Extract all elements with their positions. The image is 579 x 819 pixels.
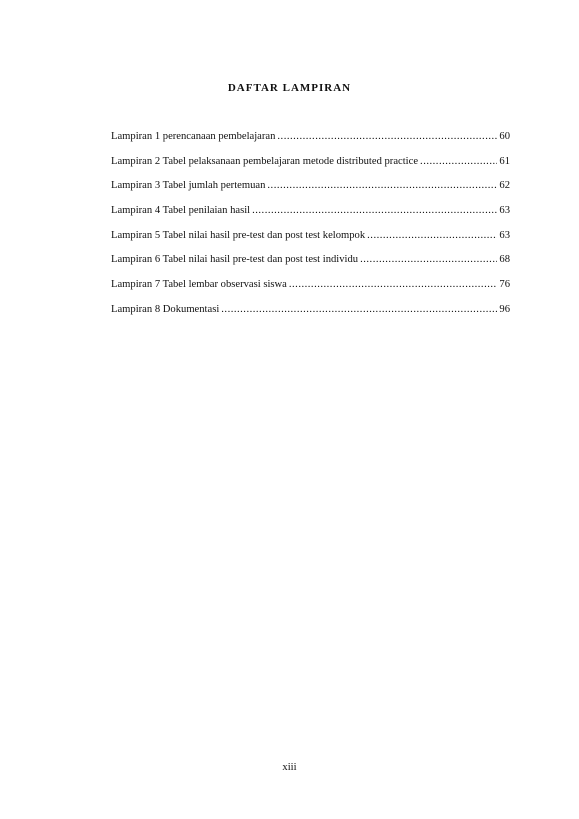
dot-leader xyxy=(367,228,497,244)
appendix-entry-label: Lampiran 7 Tabel lembar observasi siswa xyxy=(111,279,287,291)
appendix-entry-page: 62 xyxy=(499,180,510,192)
appendix-entry-label: Lampiran 3 Tabel jumlah pertemuan xyxy=(111,180,266,192)
appendix-entry-page: 68 xyxy=(499,254,510,266)
page-number: xiii xyxy=(282,762,297,773)
appendix-entry-page: 63 xyxy=(499,229,510,241)
dot-leader xyxy=(420,154,497,170)
appendix-entry-label: Lampiran 2 Tabel pelaksanaan pembelajaran metode distributed practice xyxy=(111,155,419,167)
appendix-entry-7 xyxy=(111,277,510,302)
appendix-entry-page: 60 xyxy=(499,131,510,142)
dot-leader xyxy=(267,178,497,194)
appendix-entry-3 xyxy=(111,178,510,203)
appendix-entry-8 xyxy=(111,302,510,327)
appendix-entry-label: Lampiran 6 Tabel nilai hasil pre-test dan post test individu xyxy=(111,254,359,266)
appendix-entry-label: Lampiran 1 perencanaan pembelajaran xyxy=(111,131,276,142)
appendix-entry-page: 61 xyxy=(499,155,510,167)
dot-leader xyxy=(221,302,497,318)
appendix-entry-label: Lampiran 4 Tabel penilaian hasil xyxy=(111,205,251,217)
appendix-entry-page: 76 xyxy=(499,279,510,291)
page-title: DAFTAR LAMPIRAN xyxy=(227,82,352,94)
appendix-entry-6 xyxy=(111,252,510,277)
appendix-list xyxy=(111,129,510,327)
dot-leader xyxy=(252,203,497,219)
appendix-entry-page: 96 xyxy=(499,303,510,315)
appendix-entry-2 xyxy=(111,154,510,179)
dot-leader xyxy=(360,252,497,268)
appendix-entry-page: 63 xyxy=(499,205,510,217)
appendix-entry-4 xyxy=(111,203,510,228)
dot-leader xyxy=(289,277,498,293)
appendix-entry-5 xyxy=(111,228,510,253)
appendix-entry-label: Lampiran 5 Tabel nilai hasil pre-test dan post test kelompok xyxy=(111,229,366,241)
appendix-entry-1 xyxy=(111,129,510,154)
appendix-entry-label: Lampiran 8 Dokumentasi xyxy=(111,303,220,315)
dot-leader xyxy=(277,129,497,145)
